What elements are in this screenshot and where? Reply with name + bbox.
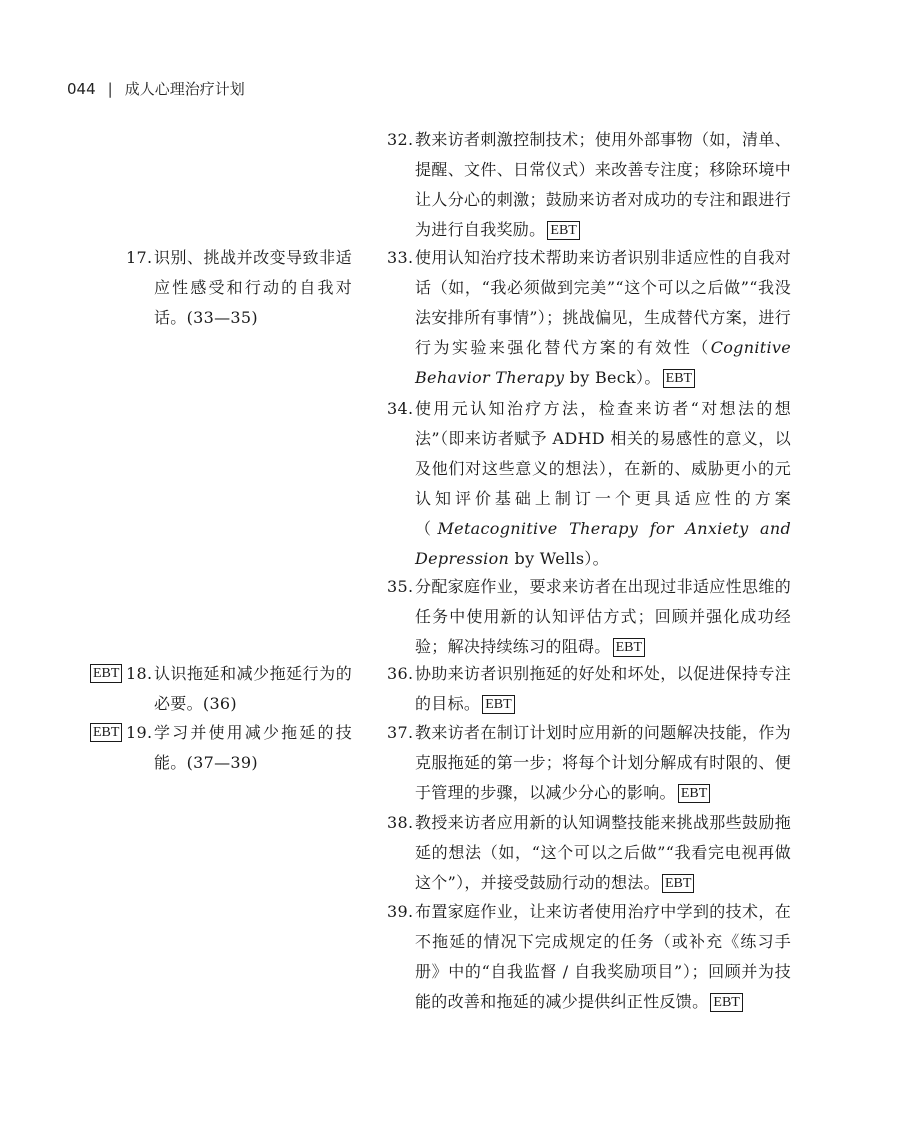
intervention-text: 布置家庭作业，让来访者使用治疗中学到的技术，在不拖延的情况下完成规定的任务（或补充《练习手册》中的“自我监督 / 自我奖励项目”）；回顾并为技能的改善和拖延的减少提供纠正性反馈。 EBT	[415, 902, 791, 1011]
intervention-35	[387, 572, 791, 662]
intervention-text: 分配家庭作业，要求来访者在出现过非适应性思维的任务中使用新的认知评估方式；回顾并强化成功经验；解决持续练习的阻碍。 EBT	[415, 577, 791, 656]
ebt-badge: EBT	[90, 723, 122, 742]
intervention-33	[387, 243, 791, 393]
intervention-number: 39.	[387, 902, 414, 921]
ebt-badge: EBT	[678, 784, 710, 803]
objective-number: 19.	[126, 723, 153, 742]
objective-18	[93, 659, 352, 719]
ebt-badge: EBT	[613, 638, 645, 657]
intervention-number: 34.	[387, 399, 414, 418]
intervention-36	[387, 659, 791, 719]
ebt-badge: EBT	[710, 993, 742, 1012]
intervention-number: 37.	[387, 723, 414, 742]
objective-text: 识别、挑战并改变导致非适应性感受和行动的自我对话。(33—35)	[154, 248, 352, 327]
intervention-text: 教来访者在制订计划时应用新的问题解决技能，作为克服拖延的第一步；将每个计划分解成有时限的、便于管理的步骤，以减少分心的影响。 EBT	[415, 723, 791, 802]
objective-number: 18.	[126, 664, 153, 683]
intervention-number: 35.	[387, 577, 414, 596]
intervention-38	[387, 808, 791, 898]
intervention-number: 38.	[387, 813, 414, 832]
intervention-37	[387, 718, 791, 808]
intervention-text: 教来访者刺激控制技术；使用外部事物（如，清单、提醒、文件、日常仪式）来改善专注度；移除环境中让人分心的刺激；鼓励来访者对成功的专注和跟进行为进行自我奖励。 EBT	[415, 130, 791, 239]
intervention-text: 教授来访者应用新的认知调整技能来挑战那些鼓励拖延的想法（如，“这个可以之后做”“我看完电视再做这个”），并接受鼓励行动的想法。 EBT	[415, 813, 791, 892]
objective-text: 认识拖延和减少拖延行为的必要。(36)	[154, 664, 352, 713]
intervention-39	[387, 897, 791, 1017]
header-separator: |	[107, 79, 113, 98]
page-number: 044	[67, 79, 96, 98]
ebt-badge: EBT	[482, 695, 514, 714]
page-header	[67, 78, 245, 99]
intervention-32	[387, 125, 791, 245]
objective-text: 学习并使用减少拖延的技能。(37—39)	[154, 723, 352, 772]
intervention-text: 协助来访者识别拖延的好处和坏处，以促进保持专注的目标。 EBT	[415, 664, 791, 713]
reference-title: Cognitive Behavior Therapy	[415, 338, 791, 387]
objective-17	[126, 243, 352, 333]
intervention-number: 33.	[387, 248, 414, 267]
intervention-text: 使用元认知治疗方法，检查来访者“对想法的想法”（即来访者赋予 ADHD 相关的易感性的意义，以及他们对这些意义的想法），在新的、威胁更小的元认知评价基础上制订一个更具适应性的方案（Metacognitive Therapy for Anxiety and Depression by Wells）。	[415, 399, 791, 568]
ebt-badge: EBT	[547, 221, 579, 240]
intervention-text: 使用认知治疗技术帮助来访者识别非适应性的自我对话（如，“我必须做到完美”“这个可以之后做”“我没法安排所有事情”）；挑战偏见，生成替代方案，进行行为实验来强化替代方案的有效性（Cognitive Behavior Therapy by Beck）。 EBT	[415, 248, 791, 387]
ebt-badge: EBT	[90, 664, 122, 683]
reference-title: Metacognitive Therapy for Anxiety and Depression	[415, 519, 791, 568]
objective-number: 17.	[126, 248, 153, 267]
ebt-badge: EBT	[662, 874, 694, 893]
objective-19	[93, 718, 352, 778]
intervention-number: 32.	[387, 130, 414, 149]
intervention-34	[387, 394, 791, 574]
intervention-number: 36.	[387, 664, 414, 683]
book-title: 成人心理治疗计划	[124, 80, 245, 98]
ebt-badge: EBT	[663, 369, 695, 388]
